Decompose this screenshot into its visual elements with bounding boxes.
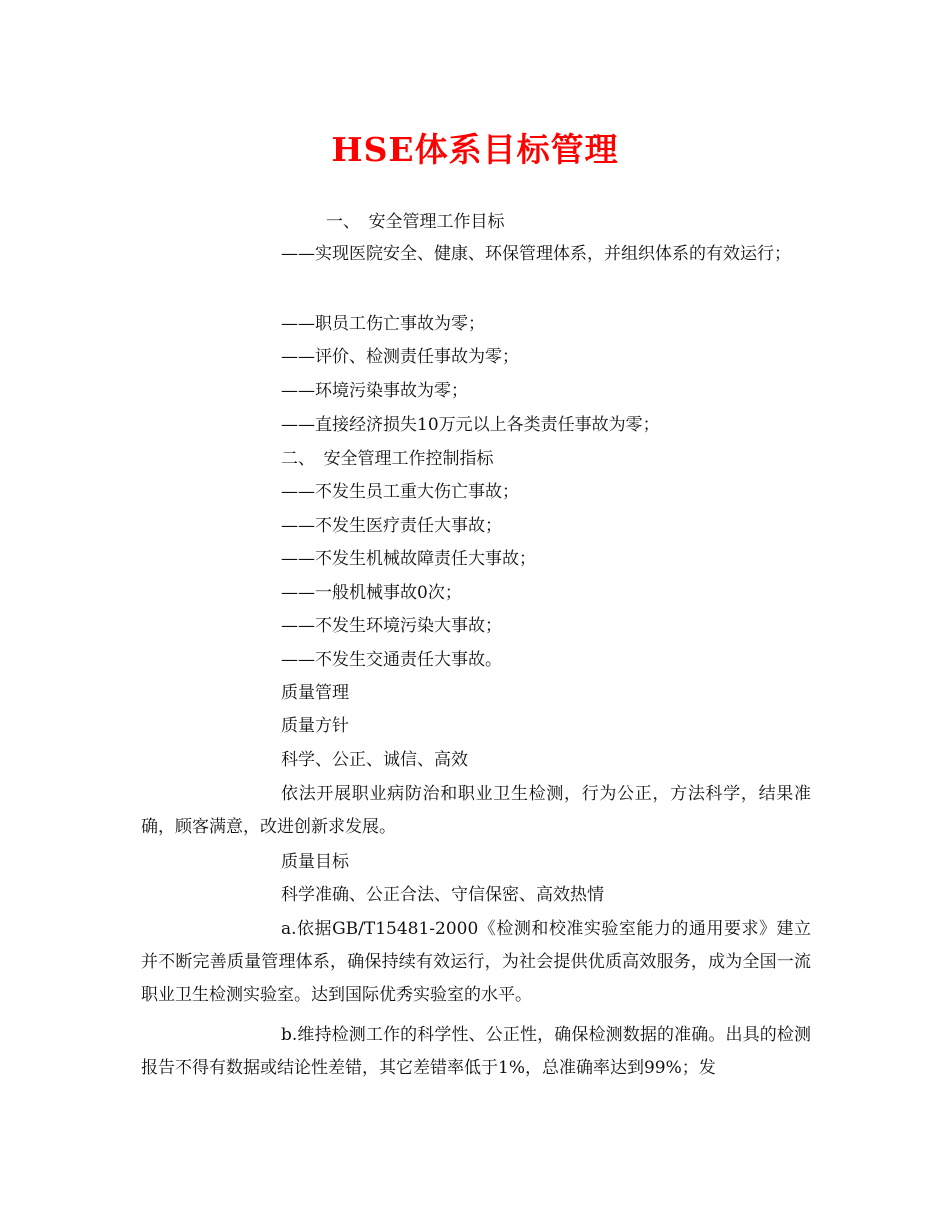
quality-policy-heading: 质量方针	[281, 716, 349, 736]
quality-goal-heading: 质量目标	[281, 852, 349, 872]
section-1-item: ——直接经济损失10万元以上各类责任事故为零；	[281, 415, 660, 435]
paragraph-a: a.依据GB/T15481-2000《检测和校准实验室能力的通用要求》建立并不断完善质量管理体系，确保持续有效运行，为社会提供优质高效服务，成为全国一流职业卫生检测实验室。达到国际优秀实验室的水平。	[141, 919, 811, 1005]
section-2-item: ——不发生交通责任大事故。	[281, 650, 502, 670]
section-1-item: ——评价、检测责任事故为零；	[281, 347, 519, 367]
section-1-heading: 一、 安全管理工作目标	[326, 212, 505, 232]
section-1-item: ——职员工伤亡事故为零；	[281, 314, 485, 334]
section-2-item: ——不发生医疗责任大事故；	[281, 516, 502, 536]
section-1-item: ——环境污染事故为零；	[281, 381, 468, 401]
section-2-heading: 二、 安全管理工作控制指标	[281, 449, 494, 469]
policy-paragraph: 依法开展职业病防治和职业卫生检测，行为公正，方法科学，结果准确，顾客满意，改进创新求发展。	[141, 784, 811, 837]
section-2-item: ——不发生员工重大伤亡事故；	[281, 482, 519, 502]
paragraph-b: b.维持检测工作的科学性、公正性，确保检测数据的准确。出具的检测报告不得有数据或结论性差错，其它差错率低于1%，总准确率达到99%；发	[141, 1025, 811, 1078]
document-title: HSE体系目标管理	[331, 130, 619, 169]
section-1-paragraph: ——实现医院安全、健康、环保管理体系，并组织体系的有效运行；	[281, 244, 791, 264]
section-2-item: ——一般机械事故0次；	[281, 583, 462, 603]
section-2-item: ——不发生环境污染大事故；	[281, 616, 502, 636]
quality-management-heading: 质量管理	[281, 683, 349, 703]
quality-policy-text: 科学、公正、诚信、高效	[281, 750, 468, 770]
quality-goal-text: 科学准确、公正合法、守信保密、高效热情	[281, 885, 604, 905]
section-2-item: ——不发生机械故障责任大事故；	[281, 549, 536, 569]
